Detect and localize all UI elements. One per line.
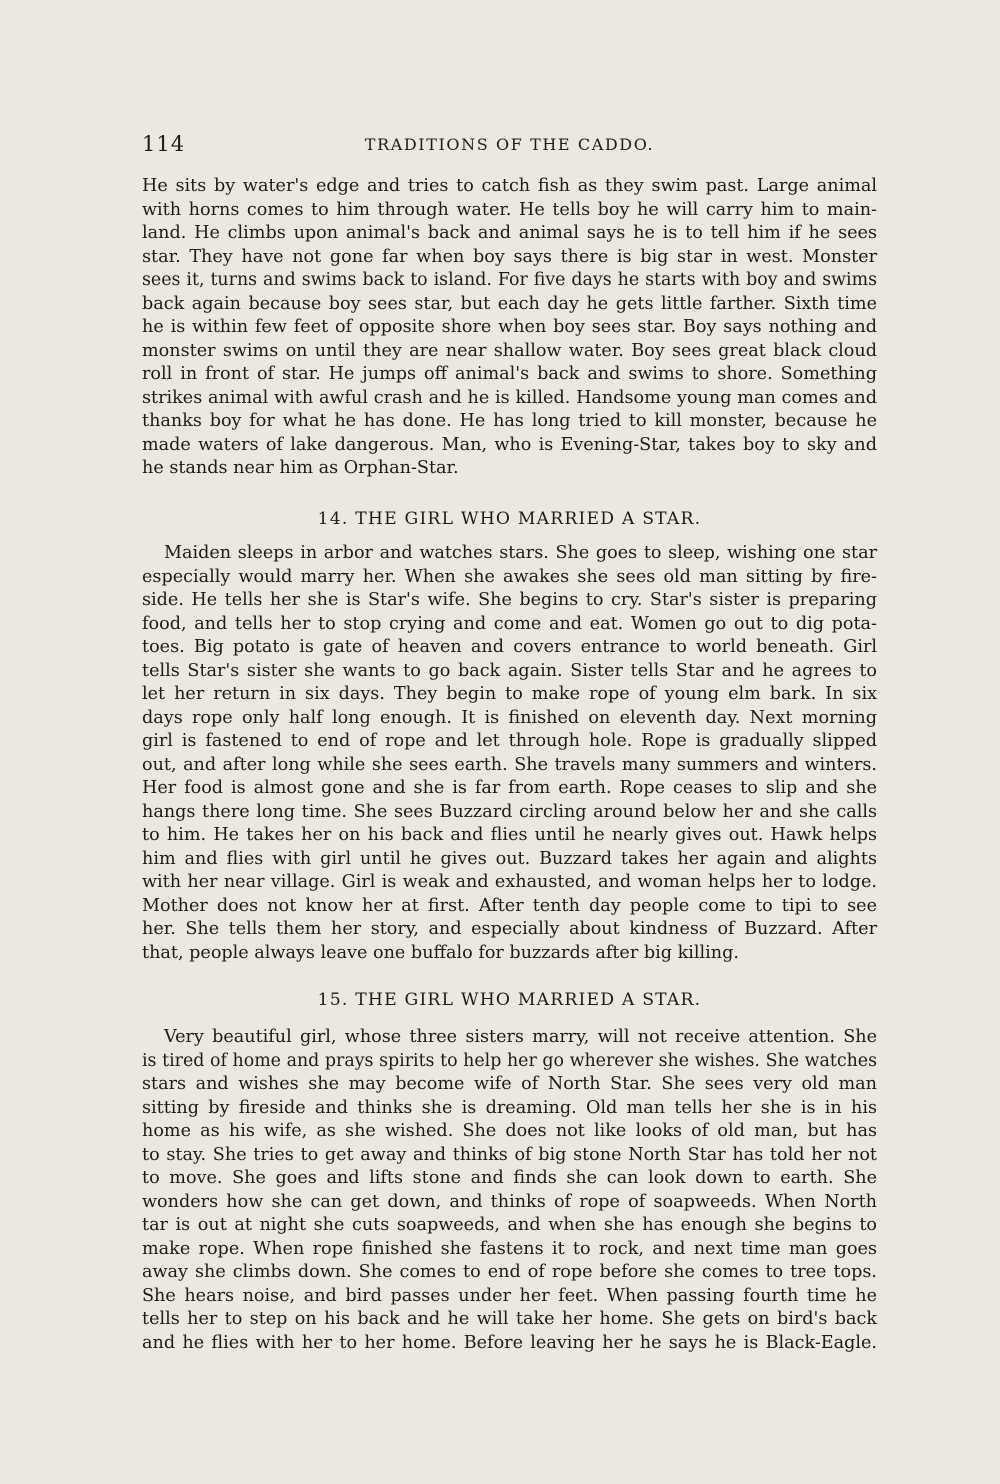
text-line: Mother does not know her at first. After tenth day people come to tipi to see <box>142 895 877 916</box>
text-line: with her near village. Girl is weak and exhausted, and woman helps her to lodge. <box>142 872 877 892</box>
text-line: food, and tells her to stop crying and come and eat. Women go out to dig pota- <box>142 613 877 634</box>
text-line: and he flies with her to her home. Before leaving her he says he is Black-Eagle. <box>142 1332 877 1353</box>
text-line: to him. He takes her on his back and flies until he nearly gives out. Hawk helps <box>142 825 877 845</box>
text-line: star. They have not gone far when boy says there is big star in west. Monster <box>142 246 877 267</box>
running-title: TRADITIONS OF THE CADDO. <box>364 135 655 154</box>
text-line: let her return in six days. They begin to make rope of young elm bark. In six <box>142 684 877 704</box>
text-line: is tired of home and prays spirits to help her go wherever she wishes. She watches <box>142 1050 877 1071</box>
text-line: land. He climbs upon animal's back and animal says he is to tell him if he sees <box>142 223 877 243</box>
text-line: sees it, turns and swims back to island. For five days he starts with boy and swims <box>142 270 877 290</box>
section-heading: 14. THE GIRL WHO MARRIED A STAR. <box>317 509 702 529</box>
text-line: monster swims on until they are near shallow water. Boy sees great black cloud <box>142 340 877 361</box>
text-line: that, people always leave one buffalo for buzzards after big killing. <box>142 942 739 963</box>
text-line: tar is out at night she cuts soapweeds, and when she has enough she begins to <box>142 1215 877 1235</box>
text-line: him and flies with girl until he gives out. Buzzard takes her again and alights <box>142 848 877 869</box>
text-line: her. She tells them her story, and especially about kindness of Buzzard. After <box>142 919 877 939</box>
text-line: to stay. She tries to get away and thinks of big stone North Star has told her not <box>142 1144 877 1165</box>
text-line: sitting by fireside and thinks she is dreaming. Old man tells her she is in his <box>142 1097 877 1118</box>
text-line: tells her to step on his back and he will take her home. She gets on bird's back <box>142 1309 877 1329</box>
text-line: made waters of lake dangerous. Man, who is Evening-Star, takes boy to sky and <box>142 434 877 455</box>
text-line: She hears noise, and bird passes under her feet. When passing fourth time he <box>142 1285 877 1306</box>
text-line: days rope only half long enough. It is finished on eleventh day. Next morning <box>142 707 877 728</box>
text-line: out, and after long while she sees earth. She travels many summers and winters. <box>142 754 877 775</box>
text-line: side. He tells her she is Star's wife. She begins to cry. Star's sister is preparing <box>142 590 877 610</box>
text-line: stars and wishes she may become wife of North Star. She sees very old man <box>142 1074 877 1094</box>
text-line: Very beautiful girl, whose three sisters marry, will not receive attention. She <box>164 1027 877 1047</box>
text-line: hangs there long time. She sees Buzzard circling around below her and she calls <box>142 801 877 822</box>
text-line: home as his wife, as she wished. She does not like looks of old man, but has <box>142 1121 877 1141</box>
text-line: especially would marry her. When she awakes she sees old man sitting by fire- <box>142 566 877 587</box>
text-line: to move. She goes and lifts stone and finds she can look down to earth. She <box>142 1168 877 1188</box>
text-line: back again because boy sees star, but each day he gets little farther. Sixth time <box>142 293 877 314</box>
text-line: toes. Big potato is gate of heaven and covers entrance to world beneath. Girl <box>142 637 877 657</box>
text-line: He sits by water's edge and tries to catch fish as they swim past. Large animal <box>142 176 877 196</box>
text-line: wonders how she can get down, and thinks of rope of soapweeds. When North <box>142 1191 877 1212</box>
text-line: Maiden sleeps in arbor and watches stars. She goes to sleep, wishing one star <box>164 543 877 563</box>
page-number: 114 <box>142 132 186 156</box>
text-line: strikes animal with awful crash and he is killed. Handsome young man comes and <box>142 387 877 408</box>
text-line: he stands near him as Orphan-Star. <box>142 458 459 478</box>
text-line: girl is fastened to end of rope and let through hole. Rope is gradually slipped <box>142 731 877 751</box>
text-line: roll in front of star. He jumps off animal's back and swims to shore. Something <box>142 364 877 384</box>
text-line: tells Star's sister she wants to go back again. Sister tells Star and he agrees to <box>142 660 877 681</box>
text-line: away she climbs down. She comes to end of rope before she comes to tree tops. <box>142 1262 877 1282</box>
text-line: he is within few feet of opposite shore when boy sees star. Boy says nothing and <box>142 317 877 337</box>
text-line: Her food is almost gone and she is far from earth. Rope ceases to slip and she <box>142 778 877 798</box>
page-header <box>142 132 877 158</box>
section-heading: 15. THE GIRL WHO MARRIED A STAR. <box>317 990 702 1010</box>
text-line: with horns comes to him through water. He tells boy he will carry him to main- <box>142 199 877 220</box>
text-line: make rope. When rope finished she fastens it to rock, and next time man goes <box>142 1238 877 1259</box>
text-line: thanks boy for what he has done. He has long tried to kill monster, because he <box>142 411 877 431</box>
